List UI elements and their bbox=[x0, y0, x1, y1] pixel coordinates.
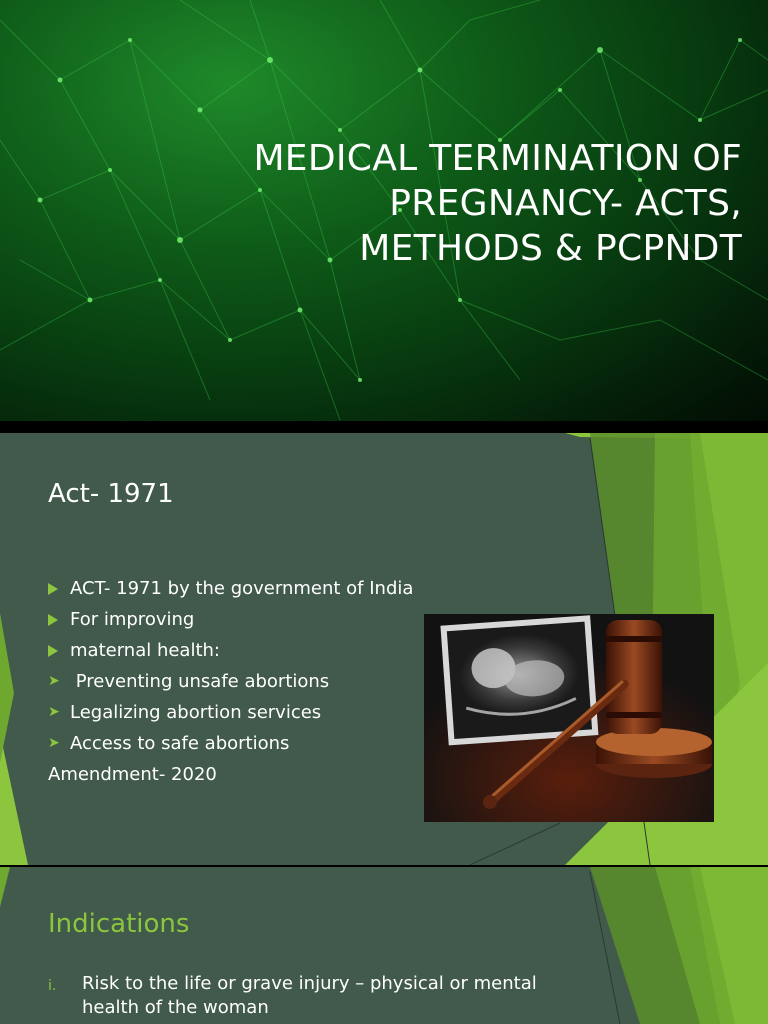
act-1971-slide bbox=[0, 433, 768, 865]
slide-separator bbox=[0, 421, 768, 433]
list-item bbox=[48, 728, 413, 759]
slide-heading: Act- 1971 bbox=[48, 479, 174, 509]
arrowhead-bullet-icon: ➤ bbox=[48, 704, 60, 720]
triangle-bullet-icon bbox=[48, 645, 58, 657]
list-item bbox=[48, 972, 562, 1020]
bullet-text: Access to safe abortions bbox=[70, 733, 290, 754]
list-item bbox=[48, 573, 413, 604]
title-slide bbox=[0, 0, 768, 421]
bullet-text: ACT- 1971 by the government of India bbox=[70, 578, 414, 599]
arrowhead-bullet-icon: ➤ bbox=[48, 735, 60, 751]
bullet-text: For improving bbox=[70, 609, 195, 630]
triangle-bullet-icon bbox=[48, 614, 58, 626]
slide-heading: Indications bbox=[48, 909, 190, 939]
item-text: Risk to the life or grave injury – physical or mental health of the woman bbox=[82, 973, 537, 1018]
numbered-list bbox=[48, 972, 562, 1020]
title-line: PREGNANCY- ACTS, bbox=[389, 183, 742, 224]
bullet-list bbox=[48, 573, 413, 790]
arrowhead-bullet-icon: ➤ bbox=[48, 673, 60, 689]
title-line: MEDICAL TERMINATION OF bbox=[253, 138, 742, 179]
bullet-text: Legalizing abortion services bbox=[70, 702, 322, 723]
gavel-icon bbox=[424, 614, 714, 822]
list-item bbox=[48, 635, 413, 666]
item-number: i. bbox=[48, 978, 57, 994]
bullet-text: maternal health: bbox=[70, 640, 220, 661]
bullet-text: Amendment- 2020 bbox=[48, 764, 217, 785]
slide-title bbox=[182, 136, 742, 271]
bullet-text: Preventing unsafe abortions bbox=[70, 671, 330, 692]
list-item bbox=[48, 697, 413, 728]
ultrasound-and-gavel-image bbox=[424, 614, 714, 822]
title-line: METHODS & PCPNDT bbox=[359, 228, 742, 269]
indications-slide bbox=[0, 867, 768, 1024]
list-item bbox=[48, 759, 413, 790]
triangle-bullet-icon bbox=[48, 583, 58, 595]
list-item bbox=[48, 604, 413, 635]
list-item bbox=[48, 666, 413, 697]
